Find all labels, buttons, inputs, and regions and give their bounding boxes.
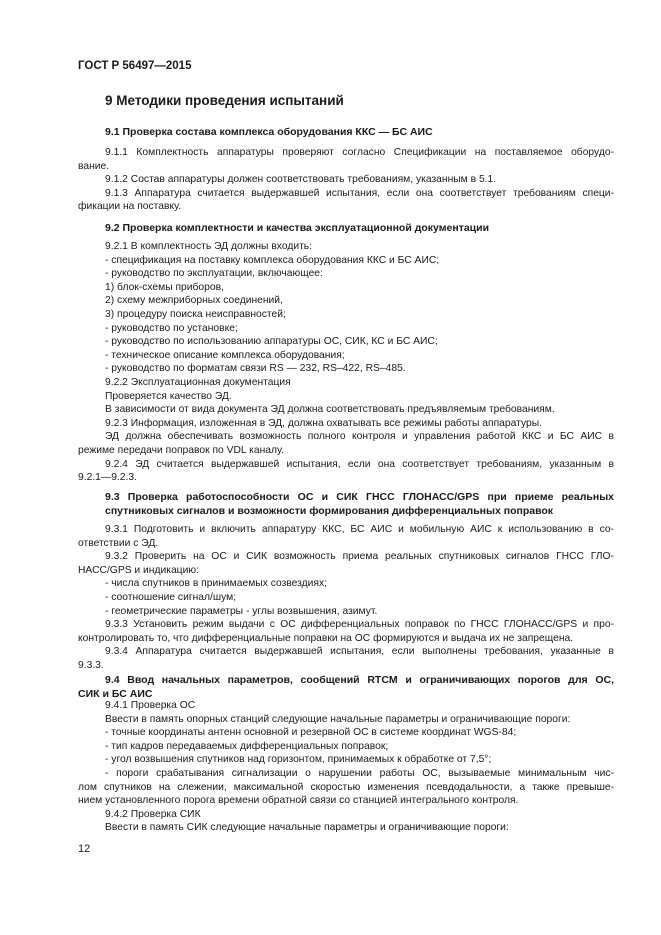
subsection-9-1-body [78, 146, 614, 214]
paragraph-line: 9.3.2 Проверить на ОС и СИК возможность приема реальных спутниковых сигналов ГНСС ГЛО- [105, 551, 614, 563]
page-number: 12 [78, 843, 91, 855]
paragraph-line: 9.3.1 Подготовить и включить аппаратуру ККС, БС АИС и мобильную АИС к использованию в со- [105, 524, 614, 535]
subsection-9-3-title [78, 490, 614, 518]
paragraph-line: контролировать то, что дифференциальные поправки на ОС формируются и выдача их не запрещена. [78, 632, 574, 644]
paragraph-line: Ввести в память опорных станций следующие начальные параметры и ограничивающие пороги: [105, 713, 571, 725]
list-item: - техническое описание комплекса оборудования; [105, 349, 345, 361]
paragraph-line: 9.2.3 Информация, изложенная в ЭД, должна охватывать все режимы работы аппаратуры. [105, 417, 542, 429]
paragraph-line: Проверяется качество ЭД. [105, 390, 232, 402]
list-item: - тип кадров передаваемых дифференциальных поправок; [105, 740, 389, 752]
list-item: - руководство по эксплуатации, включающее: [105, 268, 323, 280]
paragraph-line: 9.4.2 Проверка СИК [105, 808, 201, 820]
list-item: 3) процедуру поиска неисправностей; [105, 308, 286, 320]
list-item: - точные координаты антенн основной и резервной ОС в системе координат WGS-84; [105, 727, 517, 739]
paragraph-line: 9.3.3. [78, 659, 104, 671]
list-item: - спецификация на поставку комплекса оборудования ККС и БС АИС; [105, 254, 440, 266]
list-item: - руководство по установке; [105, 322, 238, 334]
subsection-9-2-title: 9.2 Проверка комплектности и качества эксплуатационной документации [105, 222, 490, 234]
paragraph-line: В зависимости от вида документа ЭД должна соответствовать предъявляемым требованиям. [105, 404, 555, 416]
paragraph-line: ответствии с ЭД. [78, 537, 159, 549]
subsection-title-line: 9.3 Проверка работоспособности ОС и СИК ГНСС ГЛОНАСС/GPS при приеме реальных [105, 491, 614, 503]
paragraph-line: вание. [78, 160, 110, 172]
paragraph-line: 9.1.3 Аппаратура считается выдержавшей испытания, если она соответствует требованиям специ- [105, 187, 614, 199]
list-item: 2) схему межприборных соединений, [105, 295, 283, 307]
list-item-continuation: лом спутников на слежении, максимальной скоростью изменения псевдодальности, а также превыше- [78, 781, 614, 793]
paragraph-line: ЭД должна обеспечивать возможность полного контроля и управления работой ККС и БС АИС в [105, 431, 614, 443]
list-item: - геометрические параметры - углы возвышения, азимут. [105, 605, 378, 617]
paragraph-line: 9.1.2 Состав аппаратуры должен соответствовать требованиям, указанным в 5.1. [105, 174, 497, 186]
document-code: ГОСТ Р 56497—2015 [78, 60, 192, 72]
subsection-9-1-title: 9.1 Проверка состава комплекса оборудования ККС — БС АИС [105, 126, 433, 138]
paragraph-line: 9.2.4 ЭД считается выдержавшей испытания, если она соответствует требованиям, указанным в [105, 458, 614, 470]
subsection-9-3-body [78, 523, 614, 673]
subsection-9-4-body [78, 699, 614, 835]
list-item: - руководство по форматам связи RS — 232, RS–422, RS–485. [105, 363, 406, 375]
paragraph-line: 9.4.1 Проверка ОС [105, 700, 196, 711]
paragraph-line: 9.3.4 Аппаратура считается выдержавшей испытания, если выполнены требования, указанные в [105, 646, 614, 658]
paragraph-line: НАСС/GPS и индикацию: [78, 564, 199, 576]
subsection-title-line: спутниковых сигналов и возможности формирования дифференциальных поправок [105, 505, 554, 517]
paragraph-line: режиме передачи поправок по VDL каналу. [78, 444, 284, 456]
subsection-9-4-title [78, 673, 614, 701]
list-item-continuation: нием установленного порога времени обратной связи со станцией интегрального контроля. [78, 795, 519, 807]
paragraph-line: 9.2.1 В комплектность ЭД должны входить: [105, 241, 313, 252]
list-item: - руководство по использованию аппаратуры ОС, СИК, КС и БС АИС; [105, 336, 438, 348]
list-item: - пороги срабатывания сигнализации о нарушении работы ОС, вызываемые минимальным чис- [105, 767, 614, 779]
list-item: - соотношение сигнал/шум; [105, 591, 237, 603]
paragraph-line: 9.1.1 Комплектность аппаратуры проверяют согласно Спецификации на поставляемое оборудо- [105, 147, 614, 158]
list-item: - числа спутников в принимаемых созвездиях; [105, 578, 327, 590]
subsection-9-2-body [78, 240, 614, 485]
list-item: 1) блок-схемы приборов, [105, 281, 224, 293]
paragraph-line: Ввести в память СИК следующие начальные параметры и ограничивающие пороги: [105, 822, 509, 834]
subsection-title-line: 9.4 Ввод начальных параметров, сообщений RTCM и ограничивающих порогов для ОС, [105, 674, 614, 686]
subsection-title-line: СИК и БС АИС [78, 688, 153, 700]
section-title: 9 Методики проведения испытаний [105, 93, 344, 108]
paragraph-line: фикации на поставку. [78, 201, 182, 213]
paragraph-line: 9.3.3 Установить режим выдачи с ОС дифференциальных поправок по ГНСС ГЛОНАСС/GPS и про- [105, 619, 614, 631]
paragraph-line: 9.2.2 Эксплуатационная документация [105, 376, 291, 388]
list-item: - угол возвышения спутников над горизонтом, принимаемых к обработке от 7,5°; [105, 754, 492, 766]
paragraph-line: 9.2.1—9.2.3. [78, 472, 137, 484]
